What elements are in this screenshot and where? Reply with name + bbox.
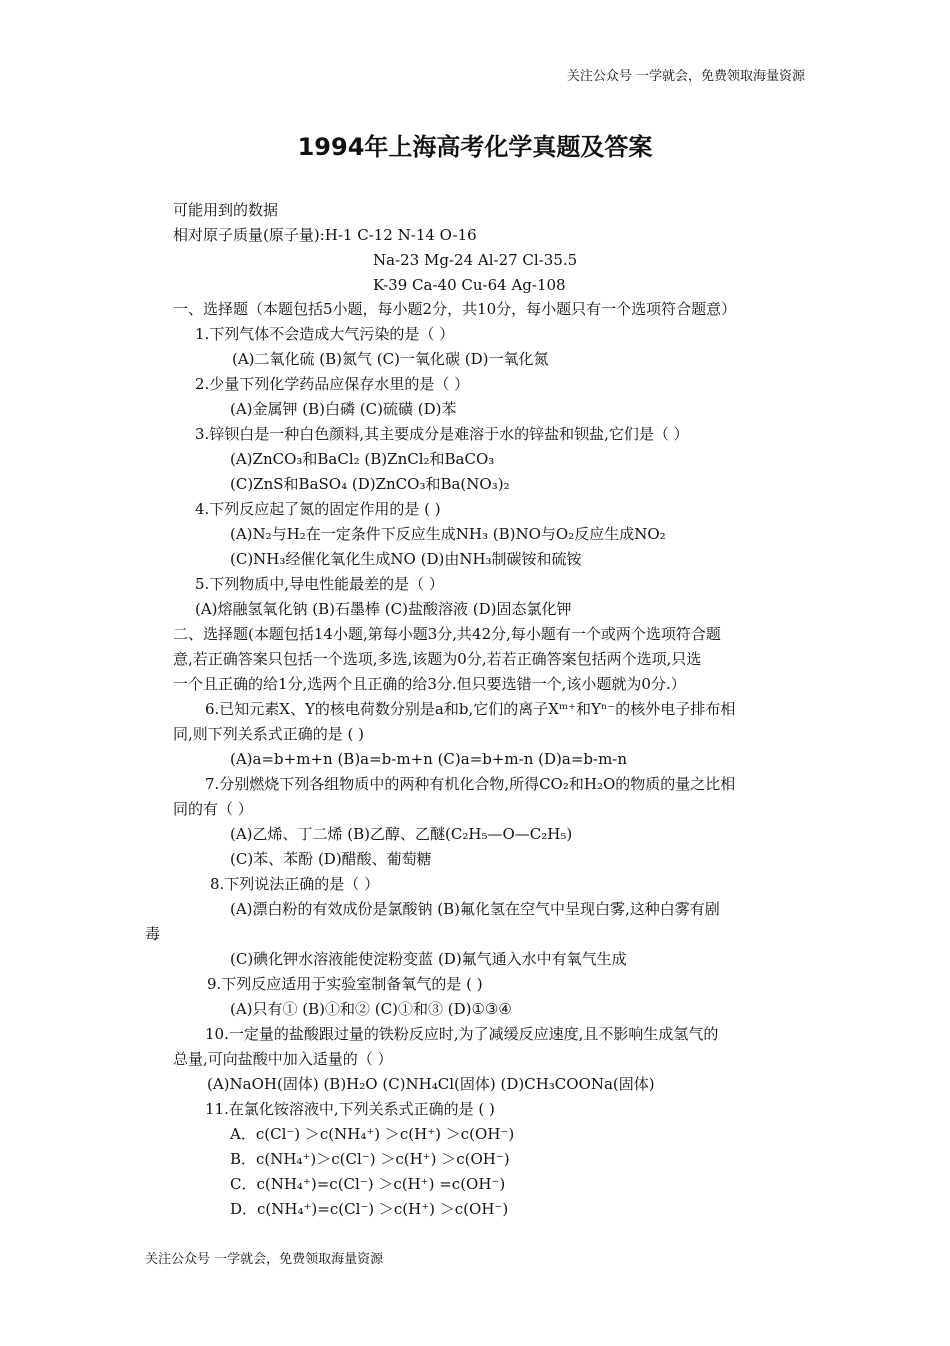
question-7-options-2: (C)苯、苯酚 (D)醋酸、葡萄糖 bbox=[230, 850, 432, 868]
question-5-options: (A)熔融氢氧化钠 (B)石墨棒 (C)盐酸溶液 (D)固态氯化钾 bbox=[195, 600, 572, 618]
question-11-option-a: A．c(Cl⁻) ＞c(NH₄⁺) ＞c(H⁺) ＞c(OH⁻) bbox=[230, 1125, 515, 1143]
atomic-mass-row-1: 相对原子质量(原子量):H-1 C-12 N-14 O-16 bbox=[173, 226, 477, 244]
section-1-heading: 一、选择题（本题包括5小题，每小题2分，共10分，每小题只有一个选项符合题意） bbox=[173, 300, 737, 318]
question-10-line-1: 10.一定量的盐酸跟过量的铁粉反应时,为了减缓反应速度,且不影响生成氢气的 bbox=[205, 1025, 719, 1043]
section-2-heading-line-3: 一个且正确的给1分,选两个且正确的给3分.但只要选错一个,该小题就为0分.） bbox=[173, 675, 686, 693]
question-10-line-2: 总量,可向盐酸中加入适量的（ ） bbox=[173, 1050, 393, 1068]
question-8-options-1-wrap: 毒 bbox=[145, 925, 161, 943]
atomic-mass-row-3: K-39 Ca-40 Cu-64 Ag-108 bbox=[373, 276, 566, 294]
question-4-options-2: (C)NH₃经催化氧化生成NO (D)由NH₃制碳铵和硫铵 bbox=[230, 550, 582, 568]
question-4-options-1: (A)N₂与H₂在一定条件下反应生成NH₃ (B)NO与O₂反应生成NO₂ bbox=[230, 525, 666, 543]
question-11-option-b: B．c(NH₄⁺)＞c(Cl⁻) ＞c(H⁺) ＞c(OH⁻) bbox=[230, 1150, 510, 1168]
section-2-heading-line-2: 意,若正确答案只包括一个选项,多选,该题为0分,若若正确答案包括两个选项,只选 bbox=[173, 650, 702, 668]
page-footer: 关注公众号 一学就会，免费领取海量资源 bbox=[145, 1252, 384, 1267]
question-3: 3.锌钡白是一种白色颜料,其主要成分是难溶于水的锌盐和钡盐,它们是（ ） bbox=[195, 425, 689, 443]
question-8-options-2: (C)碘化钾水溶液能使淀粉变蓝 (D)氟气通入水中有氧气生成 bbox=[230, 950, 627, 968]
question-2: 2.少量下列化学药品应保存水里的是（ ） bbox=[195, 375, 470, 393]
question-9: 9.下列反应适用于实验室制备氧气的是 ( ) bbox=[207, 975, 483, 993]
section-2-heading-line-1: 二、选择题(本题包括14小题,第每小题3分,共42分,每小题有一个或两个选项符合题 bbox=[173, 625, 721, 643]
question-8-options-1: (A)漂白粉的有效成份是氯酸钠 (B)氟化氢在空气中呈现白雾,这种白雾有剧 bbox=[230, 900, 720, 918]
question-8: 8.下列说法正确的是（ ） bbox=[210, 875, 380, 893]
question-9-options: (A)只有① (B)①和② (C)①和③ (D)①③④ bbox=[230, 1000, 512, 1018]
question-1: 1.下列气体不会造成大气污染的是（ ） bbox=[195, 325, 455, 343]
question-2-options: (A)金属钾 (B)白磷 (C)硫磺 (D)苯 bbox=[230, 400, 457, 418]
question-7-options-1: (A)乙烯、丁二烯 (B)乙醇、乙醚(C₂H₅—O—C₂H₅) bbox=[230, 825, 573, 843]
question-5: 5.下列物质中,导电性能最差的是（ ） bbox=[195, 575, 444, 593]
data-intro: 可能用到的数据 bbox=[173, 201, 279, 219]
question-7-line-2: 同的有（ ） bbox=[173, 800, 253, 818]
question-11-option-d: D．c(NH₄⁺)=c(Cl⁻) ＞c(H⁺) ＞c(OH⁻) bbox=[230, 1200, 509, 1218]
question-6-line-2: 同,则下列关系式正确的是 ( ) bbox=[173, 725, 365, 743]
question-11: 11.在氯化铵溶液中,下列关系式正确的是 ( ) bbox=[205, 1100, 495, 1118]
page-title: 1994年上海高考化学真题及答案 bbox=[297, 133, 653, 161]
question-6-line-1: 6.已知元素X、Y的核电荷数分别是a和b,它们的离子Xᵐ⁺和Yⁿ⁻的核外电子排布相 bbox=[205, 700, 736, 718]
question-7-line-1: 7.分别燃烧下列各组物质中的两种有机化合物,所得CO₂和H₂O的物质的量之比相 bbox=[205, 775, 736, 793]
question-11-option-c: C．c(NH₄⁺)=c(Cl⁻) ＞c(H⁺) =c(OH⁻) bbox=[230, 1175, 506, 1193]
atomic-mass-row-2: Na-23 Mg-24 Al-27 Cl-35.5 bbox=[373, 251, 578, 269]
question-6-options: (A)a=b+m+n (B)a=b-m+n (C)a=b+m-n (D)a=b-m-n bbox=[230, 750, 628, 768]
question-3-options-1: (A)ZnCO₃和BaCl₂ (B)ZnCl₂和BaCO₃ bbox=[230, 450, 495, 468]
question-10-options: (A)NaOH(固体) (B)H₂O (C)NH₄Cl(固体) (D)CH₃COONa(固体) bbox=[207, 1075, 655, 1093]
page-header: 关注公众号 一学就会，免费领取海量资源 bbox=[566, 69, 805, 84]
question-3-options-2: (C)ZnS和BaSO₄ (D)ZnCO₃和Ba(NO₃)₂ bbox=[230, 475, 510, 493]
question-1-options: (A)二氧化硫 (B)氮气 (C)一氧化碳 (D)一氧化氮 bbox=[232, 350, 549, 368]
question-4: 4.下列反应起了氮的固定作用的是 ( ) bbox=[195, 500, 441, 518]
